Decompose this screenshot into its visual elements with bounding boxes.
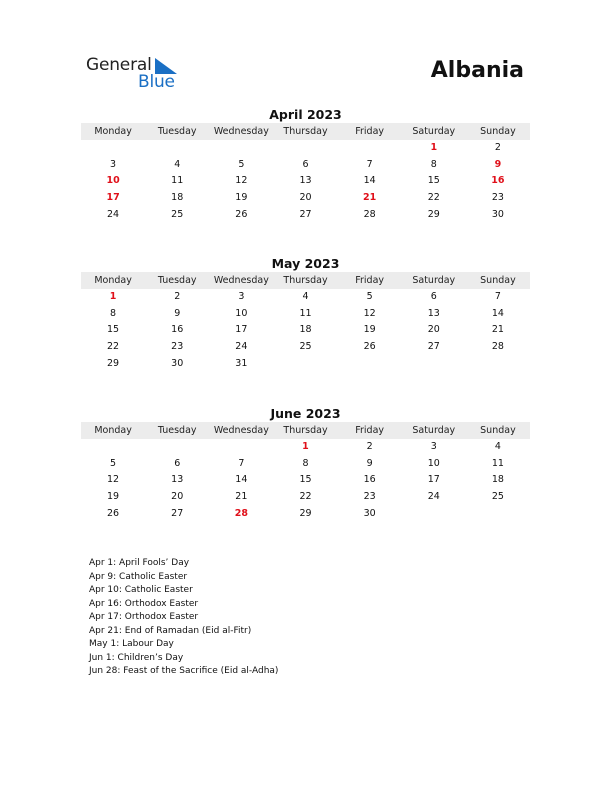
- day-cell: [209, 439, 273, 456]
- day-cell: 22: [299, 491, 312, 503]
- day-cell: [273, 356, 337, 373]
- day-cell: 15: [107, 324, 120, 336]
- day-cell: 6: [174, 457, 181, 469]
- day-cell: 17: [235, 324, 248, 336]
- day-cell: 18: [491, 474, 504, 486]
- week-row: [81, 306, 530, 323]
- day-cell: 14: [235, 474, 248, 486]
- day-cell: 21: [491, 324, 504, 336]
- day-cell: 28: [491, 341, 504, 353]
- weekday-label: Tuesday: [157, 425, 197, 436]
- day-cell: 7: [494, 291, 501, 302]
- week-row: [81, 289, 530, 306]
- day-cell: 16: [363, 474, 376, 486]
- week-row: [81, 207, 530, 224]
- day-cell: 13: [299, 175, 312, 187]
- day-cell: 29: [107, 357, 120, 369]
- day-cell: 7: [238, 457, 245, 469]
- day-cell: [81, 439, 145, 456]
- day-cell: 20: [171, 491, 184, 503]
- week-row: [81, 456, 530, 473]
- weekday-label: Wednesday: [213, 275, 269, 286]
- day-cell: 20: [427, 324, 440, 336]
- day-cell: 31: [235, 357, 248, 369]
- month-calendar-april: [81, 106, 530, 223]
- weekday-label: Tuesday: [157, 126, 197, 137]
- day-cell: 23: [363, 491, 376, 503]
- day-cell: [466, 506, 530, 523]
- day-cell: [145, 140, 209, 157]
- day-cell: [209, 140, 273, 157]
- day-cell: 8: [430, 158, 437, 170]
- weekday-label: Monday: [94, 126, 132, 137]
- weekday-label: Wednesday: [213, 425, 269, 436]
- week-row: [81, 157, 530, 174]
- day-cell: 23: [491, 192, 504, 204]
- day-cell: 4: [302, 291, 309, 302]
- day-cell: 4: [174, 158, 181, 170]
- holiday-day-cell: 21: [363, 192, 377, 204]
- day-cell: 3: [110, 158, 117, 170]
- week-row: [81, 356, 530, 373]
- day-cell: [466, 356, 530, 373]
- weekday-label: Monday: [94, 275, 132, 286]
- day-cell: 11: [299, 307, 312, 319]
- holiday-day-cell: 1: [430, 142, 438, 153]
- holiday-list-item: Apr 16: Orthodox Easter: [89, 598, 199, 609]
- weekday-label: Friday: [355, 425, 385, 436]
- weekday-label: Saturday: [412, 425, 456, 436]
- day-cell: 14: [491, 307, 504, 319]
- weekday-label: Saturday: [412, 275, 456, 286]
- day-cell: [81, 140, 145, 157]
- weekday-label: Monday: [94, 425, 132, 436]
- holiday-day-cell: 17: [106, 192, 120, 204]
- holiday-list-item: Apr 17: Orthodox Easter: [89, 612, 199, 622]
- day-cell: 29: [299, 507, 312, 519]
- day-cell: 24: [427, 491, 440, 503]
- day-cell: 24: [107, 208, 120, 220]
- day-cell: 22: [427, 192, 440, 204]
- day-cell: 2: [494, 142, 501, 153]
- holiday-day-cell: 1: [302, 441, 309, 452]
- weekday-header-row: [81, 272, 530, 289]
- holiday-list-item: Apr 21: End of Ramadan (Eid al-Fitr): [89, 625, 252, 636]
- day-cell: 14: [363, 175, 376, 187]
- day-cell: 21: [235, 491, 248, 503]
- day-cell: 15: [427, 175, 440, 187]
- day-cell: 16: [171, 324, 184, 336]
- day-cell: 30: [171, 357, 184, 369]
- month-title: April 2023: [269, 107, 342, 122]
- day-cell: 9: [174, 307, 181, 319]
- day-cell: 5: [366, 291, 373, 302]
- day-cell: 15: [299, 474, 312, 486]
- day-cell: 19: [363, 324, 376, 336]
- weekday-header-row: [81, 422, 530, 439]
- day-cell: 5: [110, 457, 117, 469]
- weekday-label: Wednesday: [213, 126, 269, 137]
- weekday-label: Sunday: [480, 275, 516, 286]
- holiday-day-cell: 1: [109, 291, 117, 302]
- week-row: [81, 506, 530, 523]
- weekday-label: Thursday: [283, 126, 328, 137]
- day-cell: [145, 439, 209, 456]
- week-row: [81, 173, 530, 190]
- day-cell: 28: [363, 208, 376, 220]
- holiday-list-item: May 1: Labour Day: [89, 639, 174, 649]
- day-cell: 19: [107, 491, 120, 503]
- day-cell: 12: [235, 175, 248, 187]
- day-cell: 6: [302, 158, 309, 170]
- logo-word-blue: Blue: [138, 72, 175, 92]
- day-cell: 24: [235, 341, 248, 353]
- day-cell: 19: [235, 192, 248, 204]
- day-cell: 26: [235, 208, 248, 220]
- day-cell: 7: [366, 158, 373, 170]
- holiday-day-cell: 9: [494, 158, 502, 170]
- day-cell: 11: [171, 175, 184, 187]
- weekday-label: Thursday: [283, 425, 328, 436]
- day-cell: 25: [299, 341, 312, 353]
- generalblue-logo: [86, 55, 186, 95]
- day-cell: 30: [491, 208, 504, 220]
- day-cell: 30: [363, 507, 376, 519]
- day-cell: 23: [171, 341, 184, 353]
- day-cell: 25: [171, 208, 184, 220]
- day-cell: 18: [171, 192, 184, 204]
- day-cell: [338, 356, 402, 373]
- weekday-label: Tuesday: [157, 275, 197, 286]
- weekday-label: Friday: [355, 275, 385, 286]
- weekday-label: Sunday: [480, 126, 516, 137]
- holiday-day-cell: 10: [106, 175, 120, 187]
- day-cell: 9: [366, 457, 373, 469]
- day-cell: 13: [171, 474, 184, 486]
- day-cell: 10: [427, 457, 440, 469]
- week-row: [81, 489, 530, 506]
- day-cell: 8: [302, 457, 309, 469]
- day-cell: 8: [110, 307, 117, 319]
- week-row: [81, 439, 530, 456]
- day-cell: 29: [427, 208, 440, 220]
- weekday-label: Saturday: [412, 126, 456, 137]
- day-cell: 27: [299, 208, 312, 220]
- day-cell: [402, 356, 466, 373]
- day-cell: 2: [174, 291, 181, 302]
- day-cell: 4: [494, 441, 501, 452]
- day-cell: 12: [107, 474, 120, 486]
- day-cell: 17: [427, 474, 440, 486]
- logo-word-general: General: [86, 55, 152, 75]
- holiday-list-item: Apr 1: April Fools’ Day: [89, 558, 190, 568]
- holiday-day-cell: 16: [491, 175, 505, 187]
- day-cell: 27: [427, 341, 440, 353]
- day-cell: 27: [171, 507, 184, 519]
- week-row: [81, 339, 530, 356]
- day-cell: 3: [238, 291, 245, 302]
- country-title: Albania: [430, 58, 524, 83]
- weekday-label: Thursday: [283, 275, 328, 286]
- day-cell: 10: [235, 307, 248, 319]
- holiday-list-item: Jun 1: Children’s Day: [89, 652, 184, 663]
- week-row: [81, 322, 530, 339]
- day-cell: [338, 140, 402, 157]
- month-calendar-may: [81, 255, 530, 372]
- week-row: [81, 472, 530, 489]
- weekday-label: Sunday: [480, 425, 516, 436]
- day-cell: [273, 140, 337, 157]
- day-cell: 13: [427, 307, 440, 319]
- weekday-header-row: [81, 123, 530, 140]
- day-cell: 12: [363, 307, 376, 319]
- day-cell: 6: [430, 291, 437, 302]
- day-cell: 26: [107, 507, 120, 519]
- day-cell: 26: [363, 341, 376, 353]
- month-calendar-june: [81, 405, 530, 522]
- week-row: [81, 140, 530, 157]
- holiday-list-item: Apr 10: Catholic Easter: [89, 585, 193, 595]
- holiday-list-item: Apr 9: Catholic Easter: [89, 571, 188, 582]
- month-title: May 2023: [271, 256, 340, 271]
- holiday-list: [89, 557, 278, 679]
- day-cell: 18: [299, 324, 312, 336]
- holiday-list-item: Jun 28: Feast of the Sacrifice (Eid al-Adha): [89, 666, 279, 676]
- day-cell: [402, 506, 466, 523]
- day-cell: 11: [491, 457, 504, 469]
- weekday-label: Friday: [355, 126, 385, 137]
- day-cell: 25: [491, 491, 504, 503]
- day-cell: 5: [238, 158, 245, 170]
- day-cell: 20: [299, 192, 312, 204]
- month-title: June 2023: [270, 406, 341, 421]
- day-cell: 2: [366, 441, 373, 452]
- holiday-day-cell: 28: [234, 507, 248, 519]
- day-cell: 3: [430, 441, 437, 452]
- week-row: [81, 190, 530, 207]
- day-cell: 22: [107, 341, 120, 353]
